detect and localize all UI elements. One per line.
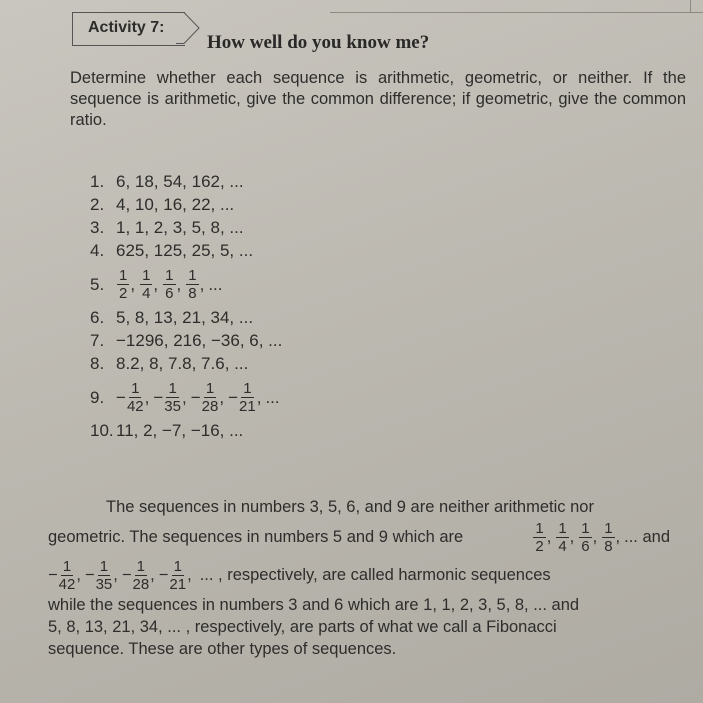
fraction-term: − $\frac{1}{42}$ ,: [116, 379, 150, 415]
item-number: 7.: [90, 331, 105, 350]
ellipsis: ...: [265, 387, 280, 407]
fraction: [239, 380, 256, 415]
minus-sign: −: [228, 387, 239, 407]
sequence-text: −1296, 216, −36, 6, ...: [116, 331, 283, 350]
fraction-term: − $\frac{1}{21}$ ,: [158, 557, 192, 593]
fraction-term: − $\frac{1}{42}$ ,: [48, 557, 81, 593]
numerator: 1: [558, 519, 567, 537]
numerator: 1: [62, 557, 72, 575]
fraction-term: − $\frac{1}{35}$ ,: [84, 557, 118, 593]
minus-sign: −: [84, 566, 95, 584]
numerator: 1: [581, 519, 590, 537]
list-item: [90, 375, 282, 419]
activity-label: Activity 7:: [88, 19, 165, 36]
paragraph-line: [48, 556, 670, 594]
fraction: [202, 380, 219, 415]
item-number: 8.: [90, 354, 105, 373]
harmonic-fractions: [48, 558, 196, 593]
sequence-text: 11, 2, −7, −16, ...: [116, 421, 244, 440]
numerator: 1: [173, 557, 182, 575]
denominator: 4: [558, 537, 567, 555]
item-number: 6.: [90, 308, 105, 327]
numerator: 1: [119, 266, 128, 284]
paragraph-text: ... , respectively, are called harmonic sequences: [199, 566, 551, 584]
fraction-term: − $\frac{1}{28}$ ,: [190, 379, 225, 415]
minus-sign: −: [116, 387, 126, 407]
item-number: 3.: [90, 218, 105, 237]
paragraph-line: [48, 518, 670, 556]
fraction-term: $\frac{1}{8}$ ,: [604, 519, 621, 555]
sequence-text: 6, 18, 54, 162, ...: [116, 172, 244, 191]
numerator: 1: [136, 557, 145, 575]
fraction-term: − $\frac{1}{21}$ ,: [228, 379, 262, 415]
fraction: [117, 267, 129, 302]
arrow-tab-icon: [176, 12, 200, 44]
item-number: 5.: [90, 274, 105, 294]
numerator: 1: [142, 266, 151, 284]
fraction: [163, 267, 175, 302]
denominator: 42: [126, 397, 144, 415]
fraction-term: $\frac{1}{6}$ ,: [581, 519, 598, 555]
instructions: Determine whether each sequence is arithmetic, geometric, or neither. If the sequence is arithmetic, give the common difference; if geometric, give the common ratio.: [70, 69, 686, 129]
fraction-term: $\frac{1}{2}$ ,: [119, 266, 136, 302]
harmonic-fractions: [532, 520, 670, 555]
fraction: [132, 558, 149, 593]
list-item: [90, 239, 282, 262]
sequence-text: 1, 1, 2, 3, 5, 8, ...: [116, 218, 244, 237]
denominator: 8: [604, 537, 613, 555]
ellipsis: ...: [208, 274, 223, 294]
fraction: [579, 520, 591, 555]
denominator: 28: [132, 575, 150, 593]
fraction-term: $\frac{1}{4}$ ,: [558, 519, 575, 555]
numerator: 1: [99, 557, 109, 575]
fraction: [169, 558, 186, 593]
fraction: [127, 380, 144, 415]
item-number: 2.: [90, 195, 105, 214]
fraction-term: $\frac{1}{4}$ ,: [142, 266, 159, 302]
denominator: 28: [201, 397, 219, 415]
item-number: 10.: [90, 421, 114, 440]
fraction: [602, 520, 614, 555]
closing-paragraph: [48, 496, 670, 660]
activity-title: How well do you know me?: [207, 32, 430, 53]
list-item: [90, 262, 282, 306]
minus-sign: −: [153, 387, 164, 407]
fraction-term: $\frac{1}{6}$ ,: [165, 266, 182, 302]
item-number: 1.: [90, 172, 105, 191]
page-border-line: [690, 0, 691, 13]
list-item: [90, 329, 282, 352]
numerator: 1: [243, 379, 252, 397]
minus-sign: −: [48, 566, 58, 584]
sequence-text: 5, 8, 13, 21, 34, ...: [116, 308, 254, 327]
numerator: 1: [604, 519, 613, 537]
fraction: [164, 380, 181, 415]
paragraph-line: 5, 8, 13, 21, 34, ... , respectively, are parts of what we call a Fibonacci: [48, 618, 557, 636]
denominator: 6: [165, 284, 174, 302]
sequence-text: 625, 125, 25, 5, ...: [116, 241, 254, 260]
fraction-term: − $\frac{1}{35}$ ,: [153, 379, 187, 415]
list-item: [90, 193, 282, 216]
fraction: [533, 520, 545, 555]
sequence-text: 8.2, 8, 7.8, 7.6, ...: [116, 354, 249, 373]
numerator: 1: [205, 379, 215, 397]
fraction-term: $\frac{1}{8}$ ,: [188, 266, 205, 302]
denominator: 35: [164, 397, 181, 415]
numerator: 1: [131, 379, 140, 397]
paragraph-text: geometric. The sequences in numbers 5 and 9 which are: [48, 528, 464, 546]
item-number: 4.: [90, 241, 105, 260]
numerator: 1: [165, 266, 174, 284]
minus-sign: −: [190, 387, 201, 407]
fraction: [96, 558, 113, 593]
minus-sign: −: [121, 566, 132, 584]
minus-sign: −: [158, 566, 169, 584]
numerator: 1: [535, 519, 544, 537]
fraction-term: $\frac{1}{2}$ ,: [535, 519, 552, 555]
ellipsis: ... and: [624, 528, 670, 546]
list-item: [90, 306, 282, 329]
sequence-text: 4, 10, 16, 22, ...: [116, 195, 235, 214]
list-item: [90, 216, 282, 239]
denominator: 21: [169, 575, 187, 593]
fraction-term: − $\frac{1}{28}$ ,: [121, 557, 155, 593]
denominator: 42: [58, 575, 76, 593]
fraction: [59, 558, 76, 593]
list-item: [90, 170, 282, 193]
page-border-line: [330, 12, 703, 13]
fraction: [186, 267, 198, 302]
fraction: [140, 267, 152, 302]
numerator: 1: [188, 266, 197, 284]
list-item: [90, 352, 282, 375]
sequence-list: [90, 170, 282, 442]
denominator: 2: [535, 537, 544, 555]
denominator: 4: [142, 284, 151, 302]
item-number: 9.: [90, 387, 105, 407]
denominator: 8: [188, 284, 197, 302]
paragraph-line: while the sequences in numbers 3 and 6 which are 1, 1, 2, 3, 5, 8, ... and: [48, 596, 580, 614]
paragraph-line: The sequences in numbers 3, 5, 6, and 9 are neither arithmetic nor: [106, 498, 594, 516]
denominator: 2: [119, 284, 128, 302]
denominator: 6: [581, 537, 590, 555]
list-item: [90, 419, 282, 442]
paragraph-line: sequence. These are other types of sequences.: [48, 640, 397, 658]
denominator: 21: [239, 397, 256, 415]
fraction: [556, 520, 568, 555]
numerator: 1: [168, 379, 177, 397]
denominator: 35: [95, 575, 113, 593]
